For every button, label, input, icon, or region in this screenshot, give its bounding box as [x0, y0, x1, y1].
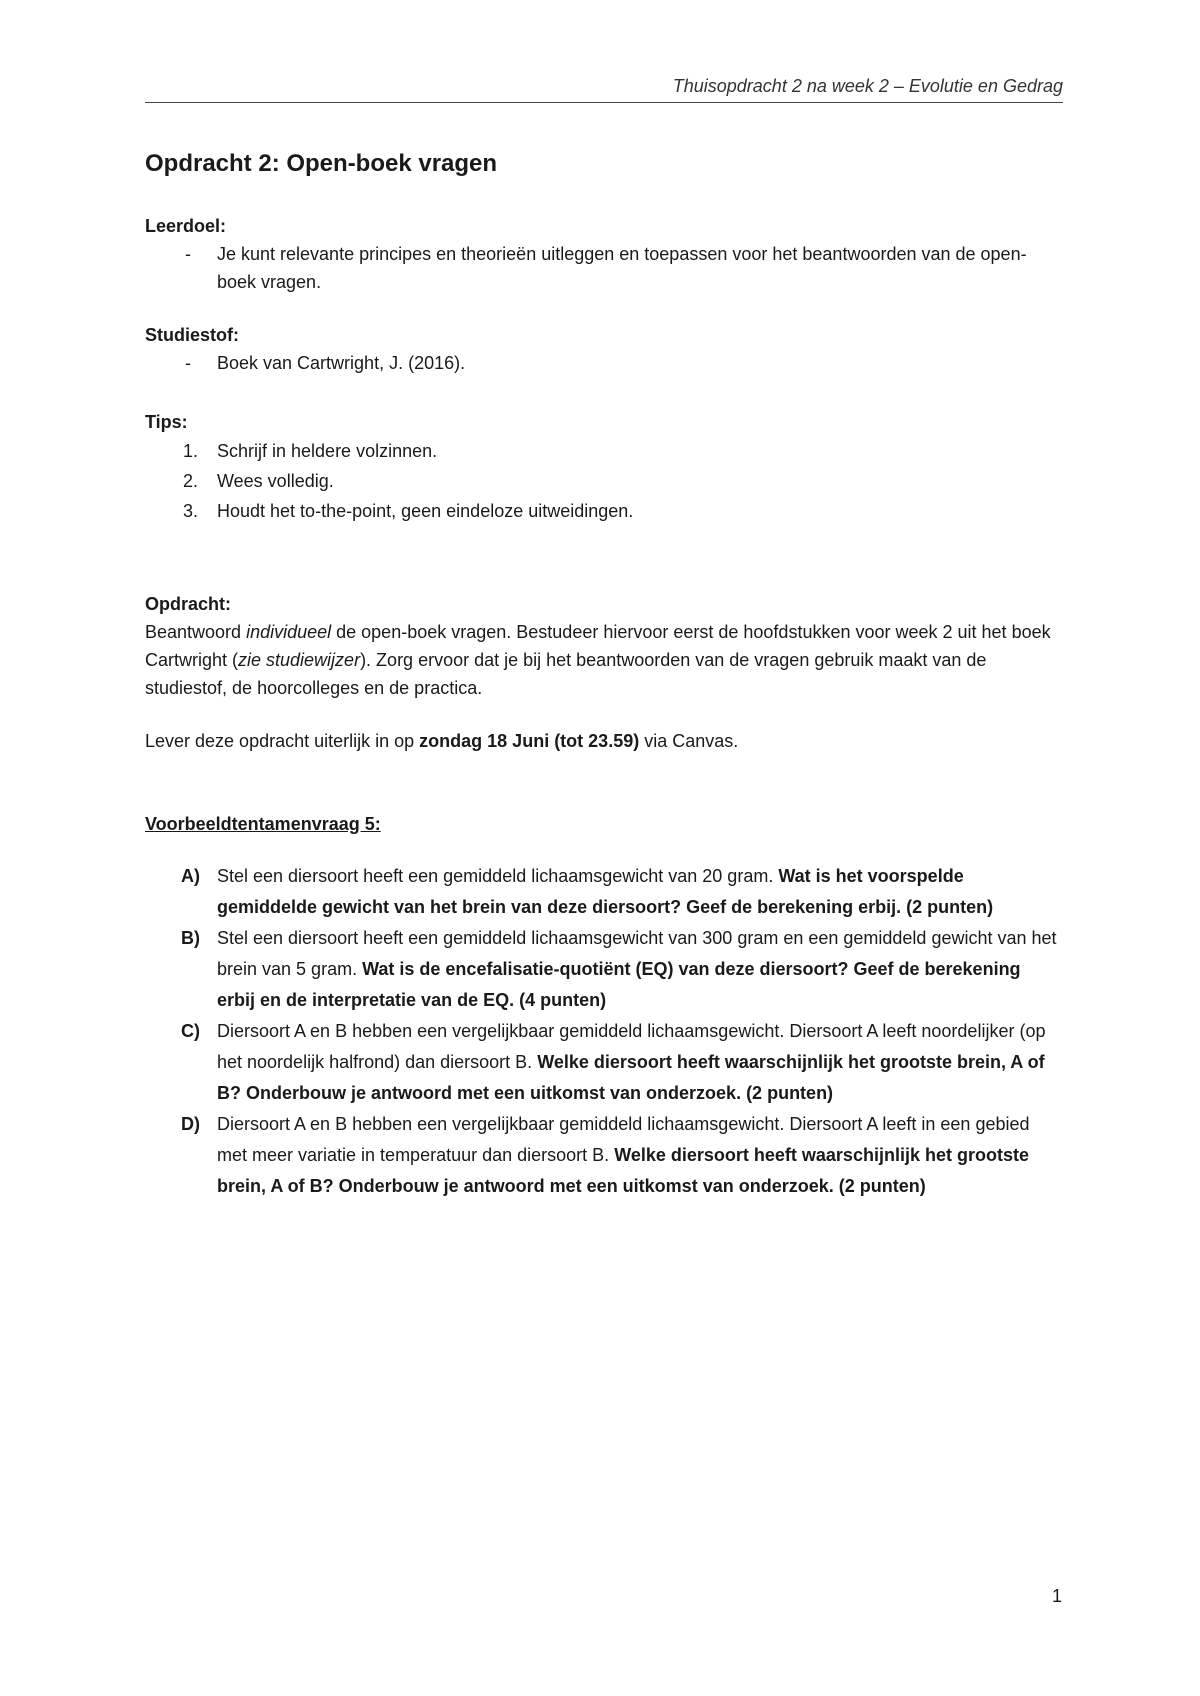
leerdoel-section [145, 212, 1063, 296]
studiestof-label: Studiestof: [145, 325, 239, 345]
list-item [145, 466, 1063, 496]
question-marker: B) [181, 928, 200, 948]
question-prompt: Wat is het voorspelde gemiddelde gewicht van het brein van deze diersoort? Geef de berekening erbij. (2 punten) [217, 866, 994, 917]
header-divider [145, 102, 1063, 103]
list-number: 2. [183, 471, 199, 491]
question-item [145, 1109, 1063, 1202]
list-item [145, 240, 1063, 296]
question-item [145, 1016, 1063, 1109]
tips-label: Tips: [145, 412, 188, 432]
list-number: 1. [183, 441, 199, 461]
list-item [145, 496, 1063, 526]
running-header: Thuisopdracht 2 na week 2 – Evolutie en Gedrag [672, 76, 1063, 96]
list-item [145, 436, 1063, 466]
question-item [145, 861, 1063, 923]
page-number: 1 [1051, 1586, 1062, 1606]
leerdoel-label: Leerdoel: [145, 216, 227, 236]
question-prompt: Welke diersoort heeft waarschijnlijk het grootste brein, A of B? Onderbouw je antwoord met een uitkomst van onderzoek. (2 punten) [217, 1145, 1029, 1196]
list-item [145, 349, 1063, 377]
list-number: 3. [183, 501, 199, 521]
deadline-section [145, 727, 1063, 755]
question-item [145, 923, 1063, 1016]
studiestof-text: Boek van Cartwright, J. (2016). [217, 353, 466, 373]
text-run: ). Zorg ervoor dat je bij het beantwoorden van de vragen gebruik maakt van de studiestof, de hoorcolleges en de practica. [145, 650, 987, 698]
text-run: de open-boek vragen. Bestudeer hiervoor eerst de hoofdstukken voor week 2 uit het boek Cartwright ( [145, 622, 1051, 670]
text-run: Lever deze opdracht uiterlijk in op [145, 731, 420, 751]
tips-section [145, 408, 1063, 526]
page-title: Opdracht 2: Open-boek vragen [145, 150, 498, 177]
studiestof-section [145, 321, 1063, 377]
question-prompt: Welke diersoort heeft waarschijnlijk het grootste brein, A of B? Onderbouw je antwoord met een uitkomst van onderzoek. (2 punten) [217, 1052, 1045, 1103]
tip-text: Houdt het to-the-point, geen eindeloze uitweidingen. [217, 501, 634, 521]
question-text [217, 923, 1063, 1016]
question-list [145, 861, 1063, 1202]
question-marker: C) [181, 1021, 200, 1041]
voorbeeld-heading-section [145, 810, 1063, 838]
bullet-marker: - [185, 353, 191, 373]
emphasis-text: individueel [246, 622, 332, 642]
tip-text: Wees volledig. [217, 471, 334, 491]
question-prompt: Wat is de encefalisatie-quotiënt (EQ) van deze diersoort? Geef de berekening erbij en de interpretatie van de EQ. (4 punten) [217, 959, 1021, 1010]
question-marker: A) [181, 866, 200, 886]
voorbeeld-heading: Voorbeeldtentamenvraag 5: [145, 814, 381, 834]
question-text [217, 861, 1063, 923]
deadline-paragraph [145, 727, 1063, 755]
tip-text: Schrijf in heldere volzinnen. [217, 441, 438, 461]
bullet-marker: - [185, 244, 191, 264]
text-run: Stel een diersoort heeft een gemiddeld lichaamsgewicht van 300 gram en een gemiddeld gewicht van het brein van 5 gram. [217, 928, 1057, 979]
opdracht-label: Opdracht: [145, 594, 232, 614]
text-run: Diersoort A en B hebben een vergelijkbaar gemiddeld lichaamsgewicht. Diersoort A leeft noordelijker (op het noordelijk halfrond) dan diersoort B. [217, 1021, 1046, 1072]
opdracht-section [145, 590, 1063, 702]
question-marker: D) [181, 1114, 200, 1134]
text-run: Diersoort A en B hebben een vergelijkbaar gemiddeld lichaamsgewicht. Diersoort A leeft in een gebied met meer variatie in temperatuur dan diersoort B. [217, 1114, 1030, 1165]
text-run: via Canvas. [639, 731, 739, 751]
emphasis-text: zie studiewijzer [238, 650, 361, 670]
question-text [217, 1109, 1063, 1202]
question-text [217, 1016, 1063, 1109]
text-run: Beantwoord [145, 622, 247, 642]
opdracht-paragraph [145, 618, 1063, 702]
deadline-date: zondag 18 Juni (tot 23.59) [419, 731, 640, 751]
text-run: Stel een diersoort heeft een gemiddeld lichaamsgewicht van 20 gram. [217, 866, 779, 886]
leerdoel-text: Je kunt relevante principes en theorieën uitleggen en toepassen voor het beantwoorden van de open-boek vragen. [217, 244, 1027, 292]
